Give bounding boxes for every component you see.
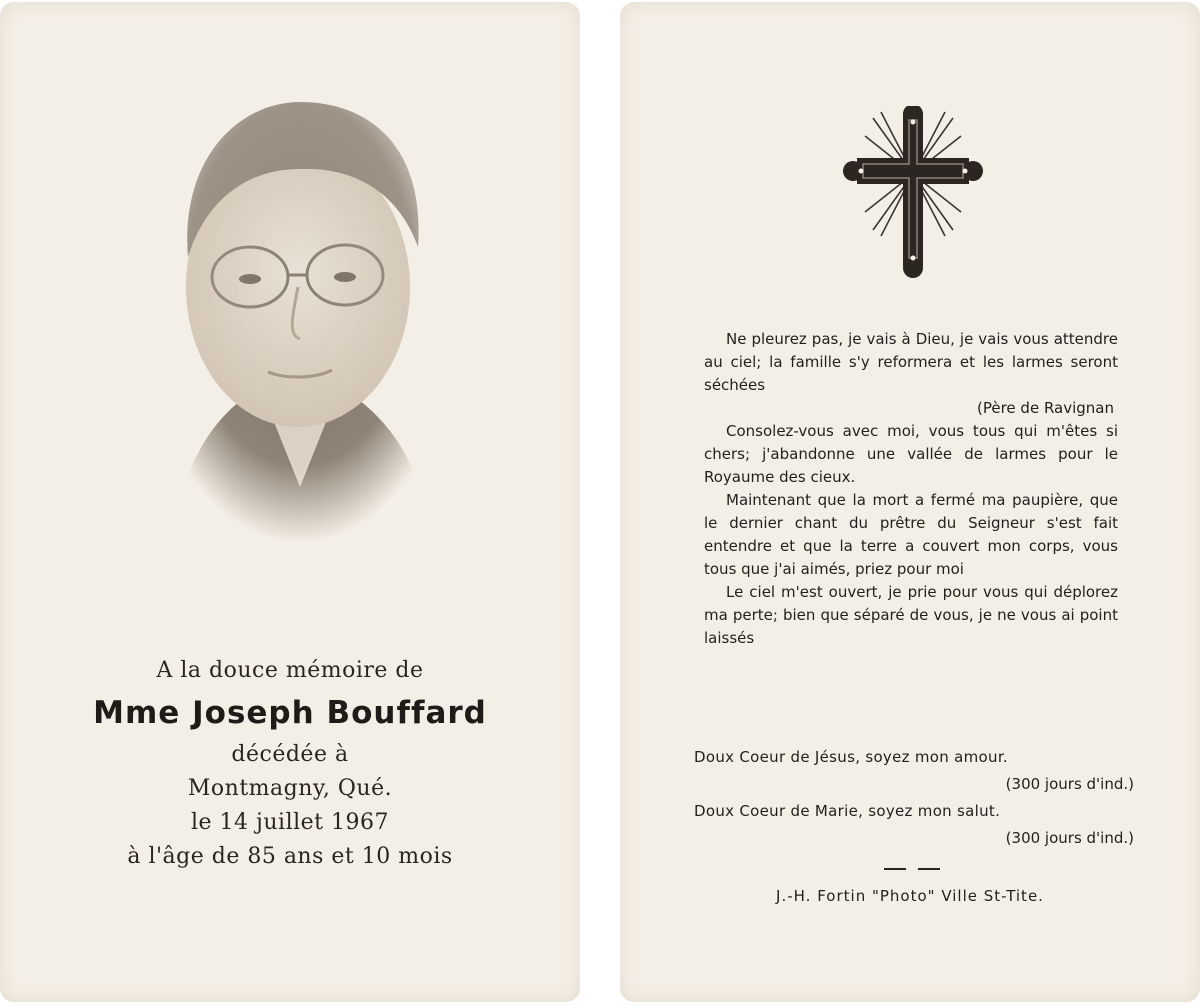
memorial-card-front	[0, 2, 580, 1002]
poem-paragraph: Ne pleurez pas, je vais à Dieu, je vais vous attendre au ciel; la famille s'y reformera et les larmes seront séchées	[704, 330, 1118, 394]
prayers	[694, 744, 1134, 852]
separator-dashes	[884, 868, 940, 870]
poem-text	[704, 328, 1118, 650]
poem-paragraph: Consolez-vous avec moi, vous tous qui m'êtes si chers; j'abandonne une vallée de larmes pour le Royaume des cieux.	[704, 422, 1118, 486]
deceased-line: décédée à	[231, 742, 349, 767]
portrait-photo	[150, 87, 450, 557]
cross-icon	[843, 106, 983, 278]
dedication-line: A la douce mémoire de	[156, 658, 424, 683]
place-of-death: Montmagny, Qué.	[187, 776, 393, 801]
memorial-card-back	[620, 2, 1200, 1002]
age-at-death: à l'âge de 85 ans et 10 mois	[127, 844, 453, 869]
prayer-sacred-heart: Doux Coeur de Jésus, soyez mon amour.	[694, 748, 1008, 766]
poem-paragraph: Le ciel m'est ouvert, je prie pour vous qui déplorez ma perte; bien que séparé de vous, je ne vous ai point laissés	[704, 583, 1118, 647]
poem-paragraph: Maintenant que la mort a fermé ma paupière, que le dernier chant du prêtre du Seigneur s'est fait entendre et que la terre a couvert mon corps, vous tous que j'ai aimés, priez pour moi	[704, 491, 1118, 578]
poem-attribution: (Père de Ravignan	[977, 399, 1114, 417]
printer-credit: J.-H. Fortin "Photo" Ville St-Tite.	[776, 887, 1044, 905]
deceased-name: Mme Joseph Bouffard	[93, 695, 487, 731]
prayer-heart-of-mary: Doux Coeur de Marie, soyez mon salut.	[694, 802, 1001, 820]
indulgence-note: (300 jours d'ind.)	[1005, 775, 1134, 793]
memorial-inscription	[0, 654, 580, 874]
date-of-death: le 14 juillet 1967	[191, 810, 389, 835]
indulgence-note: (300 jours d'ind.)	[1005, 829, 1134, 847]
